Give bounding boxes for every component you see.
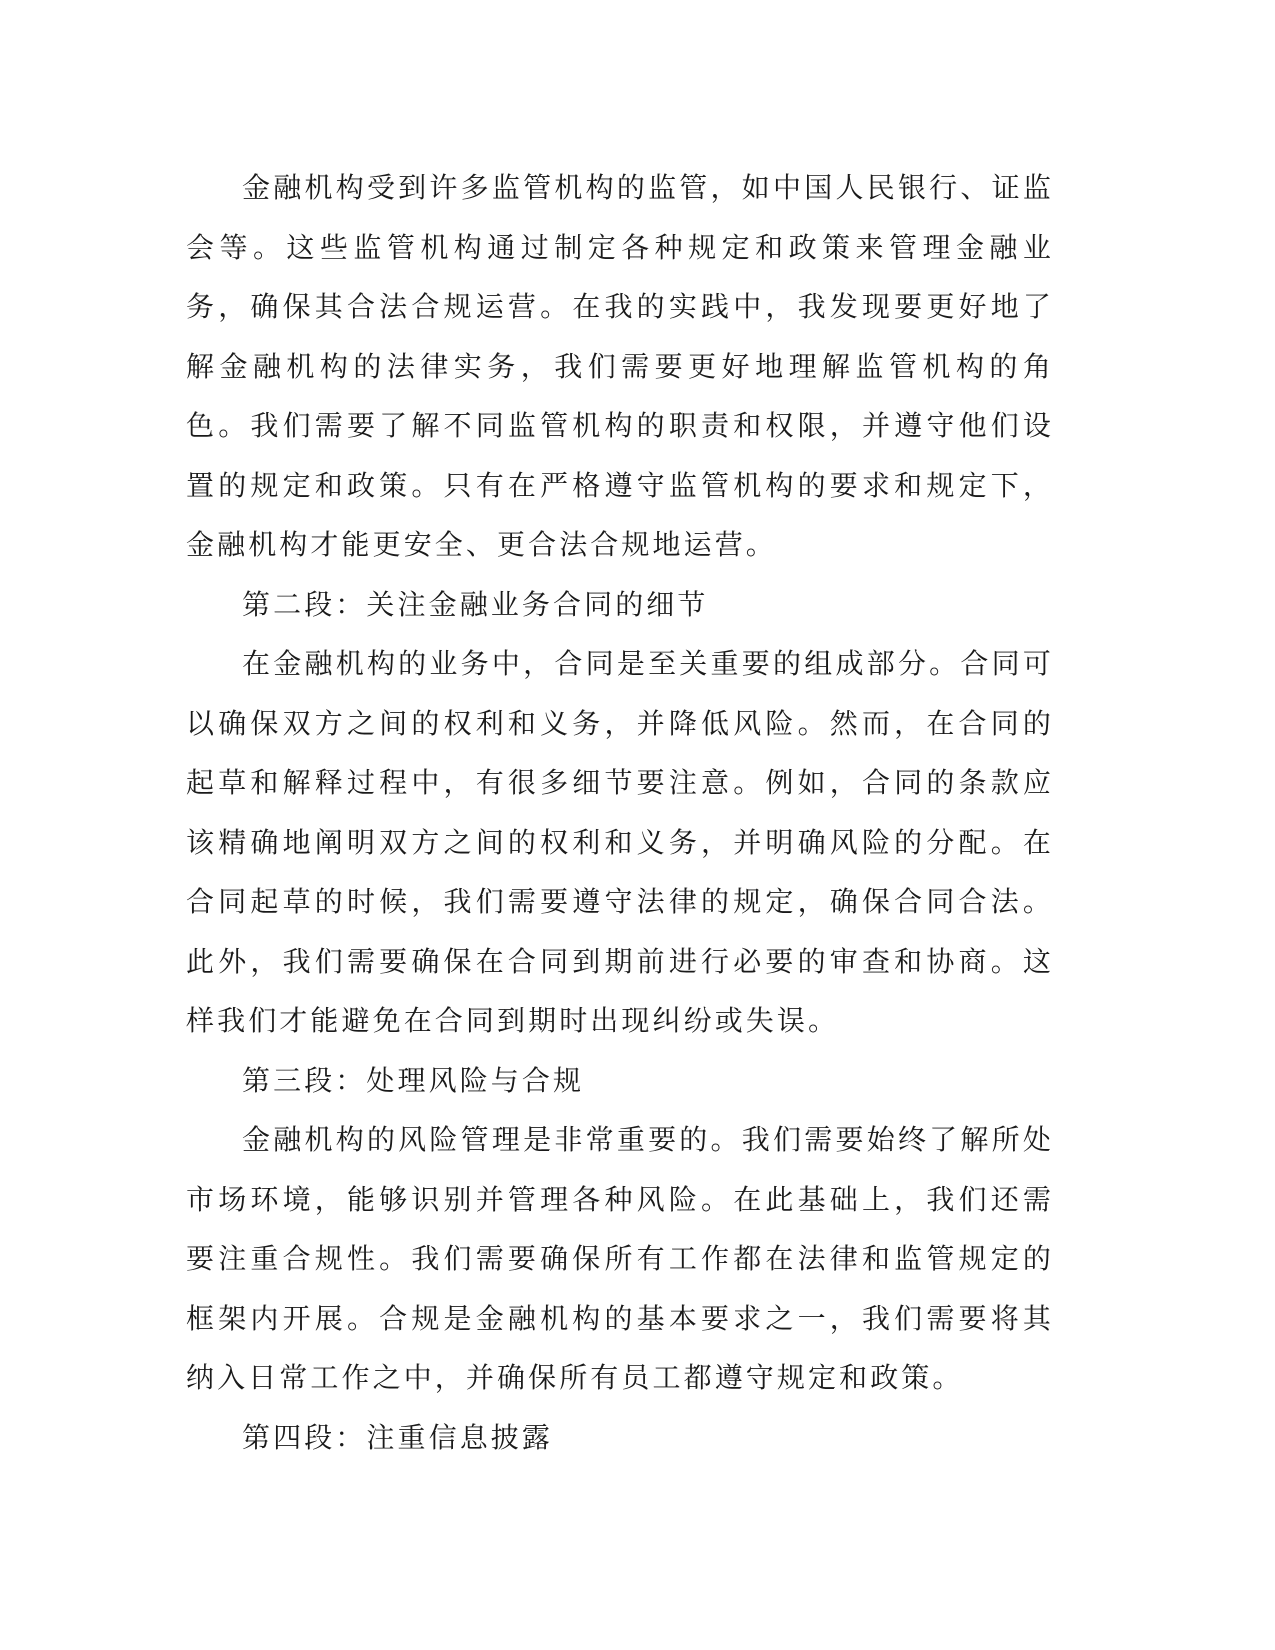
paragraph-risk-compliance: 金融机构的风险管理是非常重要的。我们需要始终了解所处市场环境，能够识别并管理各种风险。在此基础上，我们还需要注重合规性。我们需要确保所有工作都在法律和监管规定的框架内开展。合规是金融机构的基本要求之一，我们需要将其纳入日常工作之中，并确保所有员工都遵守规定和政策。 — [186, 1123, 1054, 1394]
section-heading-risk-compliance: 第三段：处理风险与合规 — [242, 1063, 585, 1097]
section-heading-contract-details: 第二段：关注金融业务合同的细节 — [242, 587, 709, 621]
paragraph-regulatory-oversight: 金融机构受到许多监管机构的监管，如中国人民银行、证监会等。这些监管机构通过制定各种规定和政策来管理金融业务，确保其合法合规运营。在我的实践中，我发现要更好地了解金融机构的法律实务，我们需要更好地理解监管机构的角色。我们需要了解不同监管机构的职责和权限，并遵守他们设置的规定和政策。只有在严格遵守监管机构的要求和规定下，金融机构才能更安全、更合法合规地运营。 — [186, 171, 1054, 561]
paragraph-contract-details: 在金融机构的业务中，合同是至关重要的组成部分。合同可以确保双方之间的权利和义务，并降低风险。然而，在合同的起草和解释过程中，有很多细节要注意。例如，合同的条款应该精确地阐明双方之间的权利和义务，并明确风险的分配。在合同起草的时候，我们需要遵守法律的规定，确保合同合法。此外，我们需要确保在合同到期前进行必要的审查和协商。这样我们才能避免在合同到期时出现纠纷或失误。 — [186, 647, 1054, 1037]
section-heading-information-disclosure: 第四段：注重信息披露 — [242, 1420, 554, 1454]
document-body — [186, 158, 1054, 1467]
